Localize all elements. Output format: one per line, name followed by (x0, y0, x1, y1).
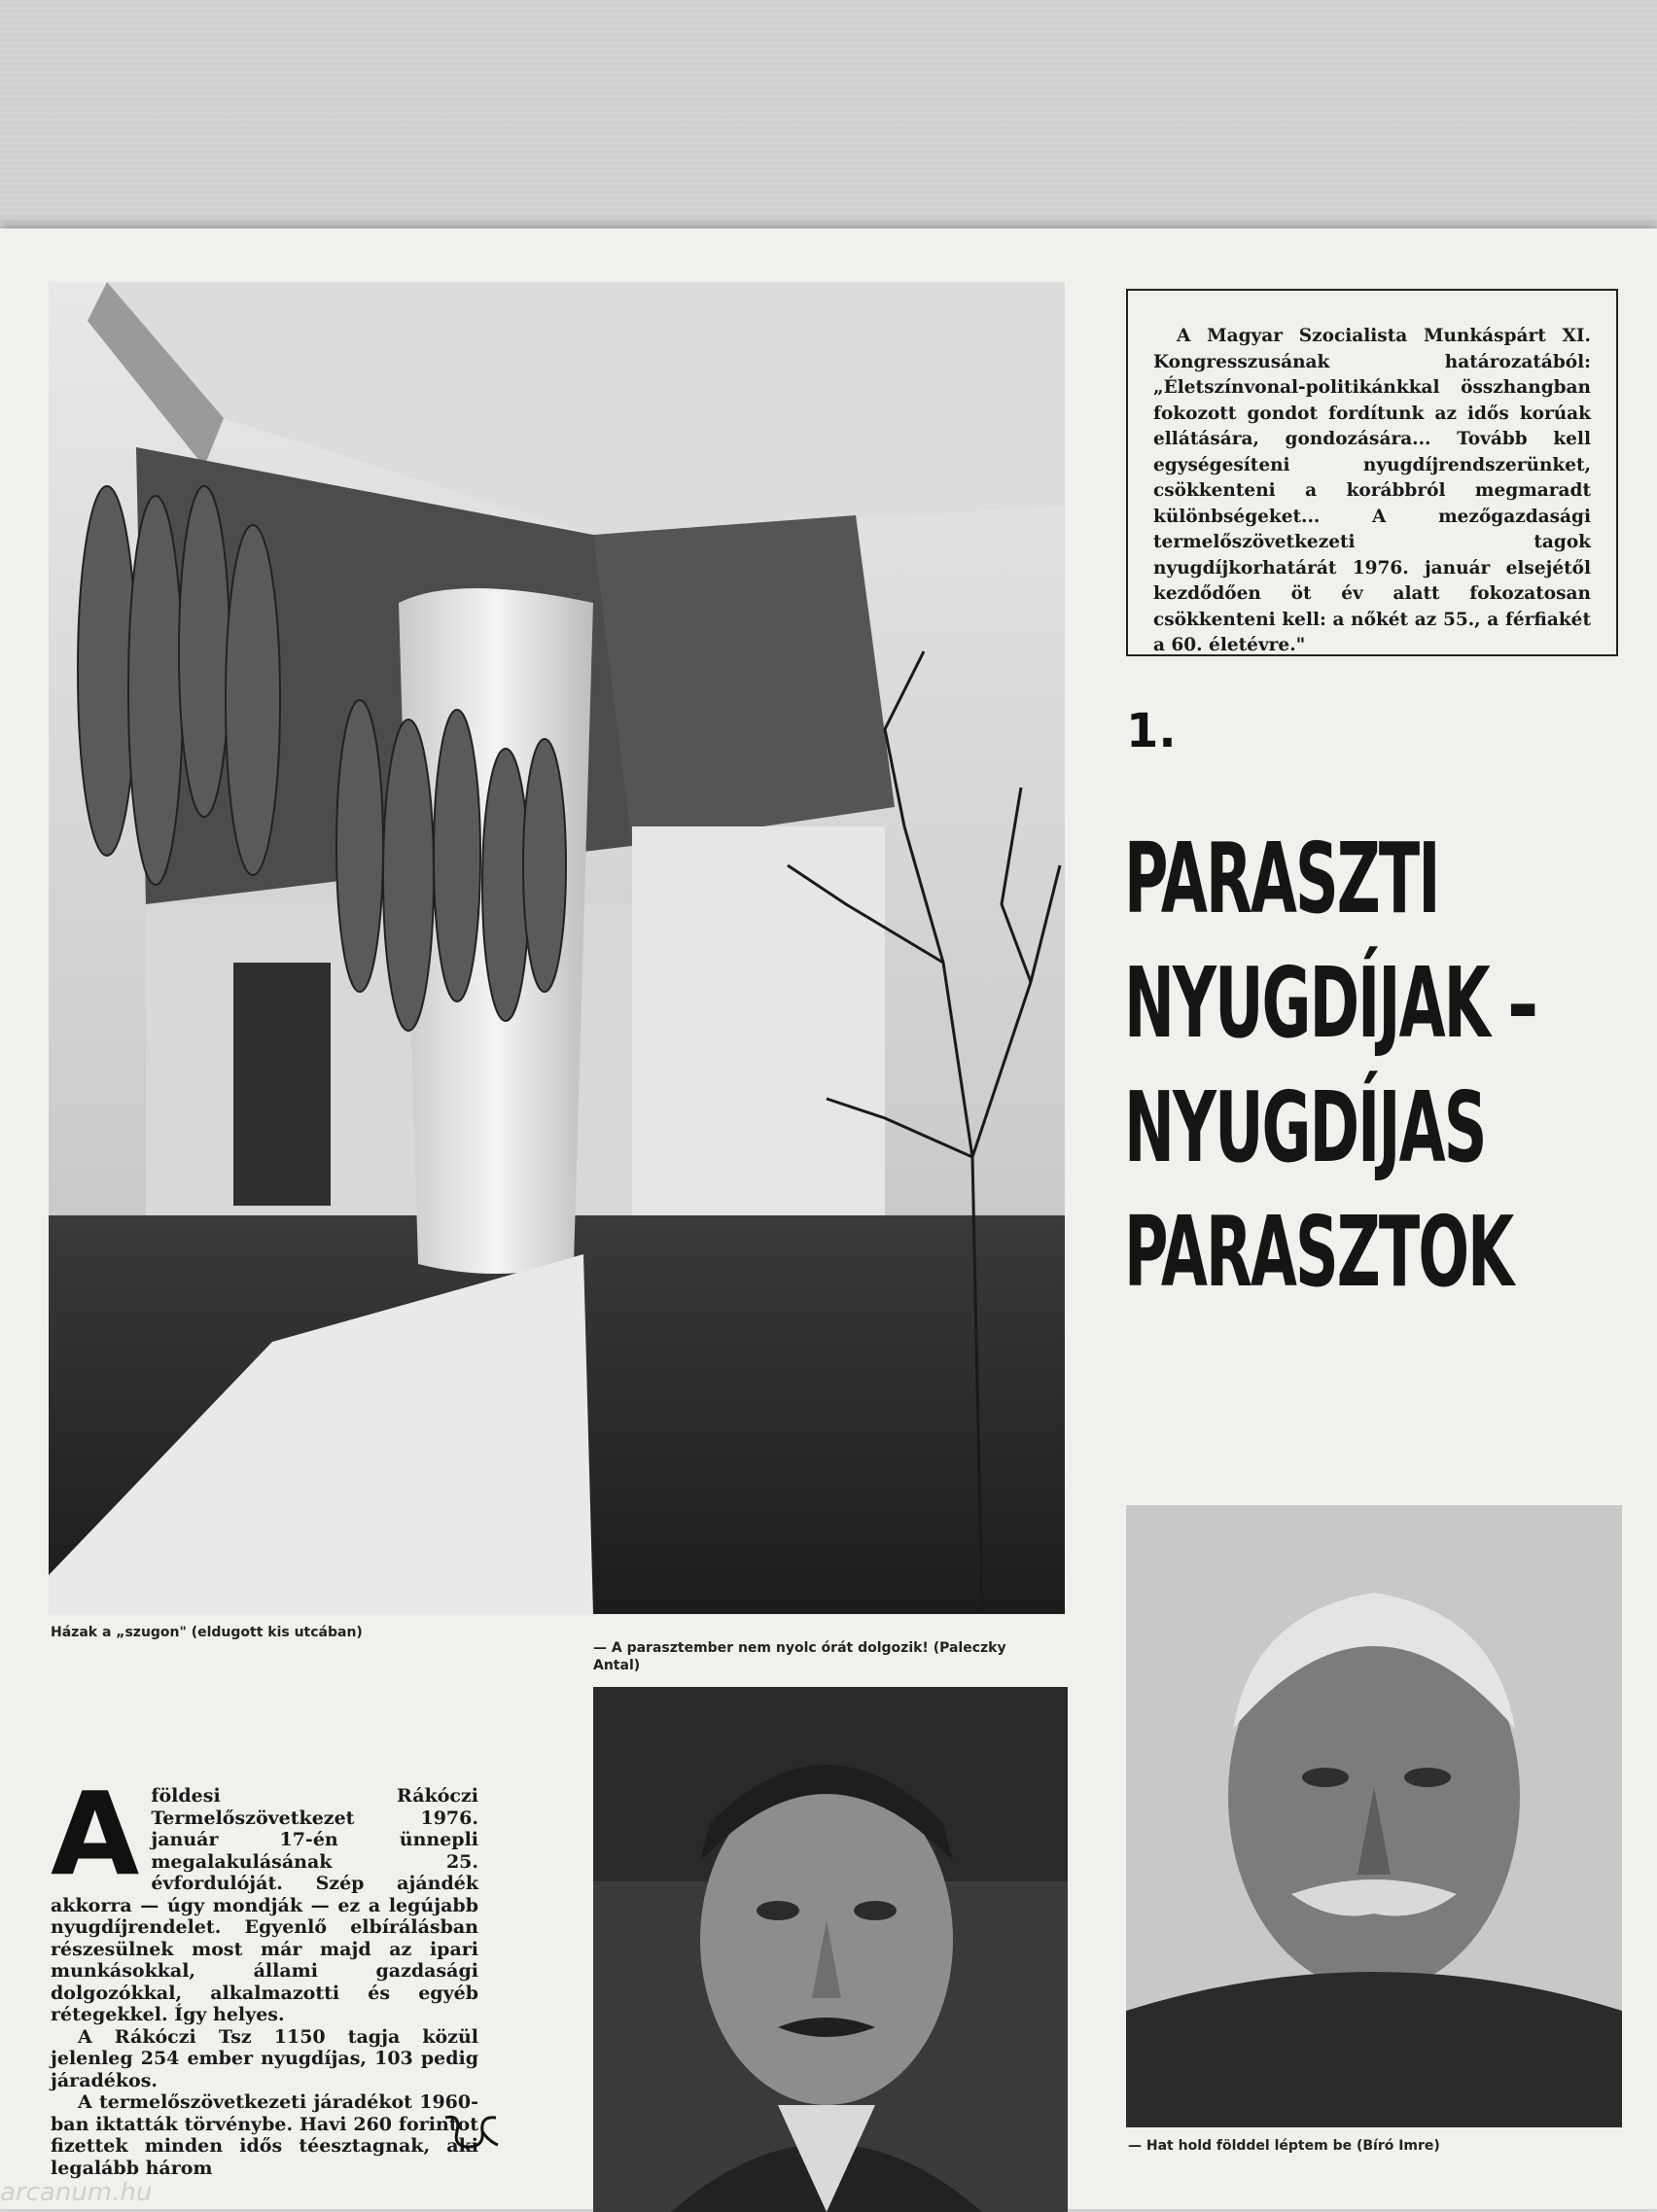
article-body (51, 1767, 478, 2179)
site-watermark: arcanum.hu (0, 2178, 153, 2207)
portrait-2-caption: — Hat hold földdel léptem be (Bíró Imre) (1128, 2138, 1440, 2154)
headline-line-2: NYUGDÍJAK – (1124, 946, 1536, 1060)
congress-quote-text: A Magyar Szocialista Munkáspárt XI. Kongresszusának határozatából: „Életszínvonal-politikánkkal összhangban fokozott gondot fordítunk az idős korúak ellátására, gondozására... Tovább kell egységesíteni nyugdíjrendszerünket, csökkenteni a korábbról megmaradt különbségeket... A mezőgazdasági termelőszövetkezeti tagok nyugdíjkorhatárát 1976. január elsejétől kezdődően öt év alatt fokozatosan csökkenteni kell: a nőkét az 55., a férfiakét a 60. életévre." (1153, 326, 1591, 655)
article-headline (1124, 817, 1536, 1315)
headline-line-4: PARASZTOK (1124, 1195, 1513, 1309)
photo-portrait-biro (1126, 1505, 1622, 2127)
series-number: 1. (1126, 704, 1177, 758)
drop-cap: A (51, 1767, 140, 1901)
portrait-1-caption: — A parasztember nem nyolc órát dolgozik! (Paleczky Antal) (593, 1640, 1006, 1673)
article-paragraph: földesi Rákóczi Termelőszövetkezet 1976. január 17-én ünnepli megalakulásának 25. évfordulóját. Szép ajándék akkorra — úgy mondják — ez a legújabb nyugdíjrendelet. Egyenlő elbírálásban részesülnek most már majd az ipari munkásokkal, állami gazdasági dolgozókkal, alkalmazotti és egyéb rétegekkel. Így helyes. (51, 1785, 478, 2025)
article-paragraph: A Rákóczi Tsz 1150 tagja közül jelenleg 254 ember nyugdíjas, 103 pedig járadékos. (51, 2025, 478, 2091)
photo-porch-with-corn (49, 282, 1065, 1614)
headline-line-3: NYUGDÍJAS (1124, 1071, 1486, 1184)
main-photo-caption: Házak a „szugon" (eldugott kis utcában) (51, 1625, 363, 1640)
magazine-logo-icon (440, 2112, 502, 2153)
background-surface (0, 0, 1657, 243)
headline-line-1: PARASZTI (1124, 822, 1439, 935)
congress-quote-box (1126, 289, 1618, 656)
article-paragraph: A termelőszövetkezeti járadékot 1960-ban iktatták törvénybe. Havi 260 forintot fizettek minden idős téesztagnak, aki legalább három (51, 2091, 478, 2179)
photo-portrait-paleczky (593, 1687, 1068, 2212)
